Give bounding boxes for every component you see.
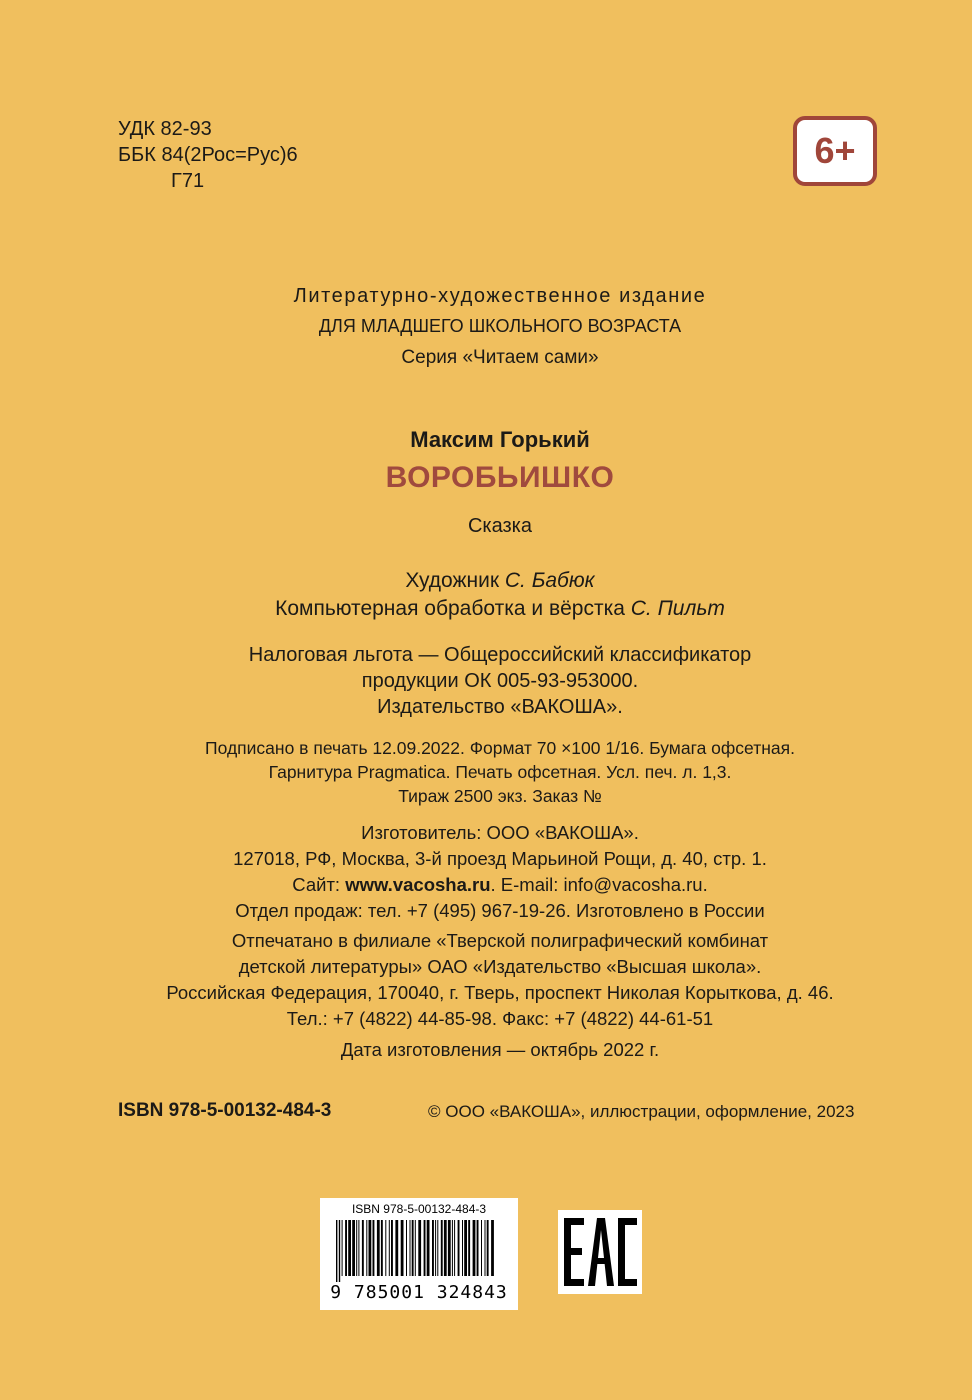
print-details-block [60,736,940,808]
copyright-notice: © ООО «ВАКОША», иллюстрации, оформление, 2023 [428,1102,855,1121]
printer-line: Отпечатано в филиале «Тверской полиграфический комбинат [231,930,769,951]
barcode-label: ISBN 978-5-00132-484-3 [351,1202,487,1216]
barcode-digits: 9 785001 324843 [330,1282,508,1303]
credits-block [60,567,940,623]
printer-line: Тел.: +7 (4822) 44-85-98. Факс: +7 (4822) 44-61-51 [286,1008,714,1029]
production-date: Дата изготовления — октябрь 2022 г. [340,1039,660,1060]
age-rating-label: 6+ [814,130,856,171]
eac-mark [558,1210,642,1294]
book-title: ВОРОБЬИШКО [385,461,615,494]
book-genre: Сказка [467,515,532,537]
barcode-bars [334,1220,504,1282]
illustrator-name: С. Бабюк [504,569,595,592]
eac-icon [558,1210,642,1294]
bbk-code: ББК 84(2Рос=Рус)6 [118,144,298,166]
manufacturer-block [60,820,940,924]
isbn-barcode [320,1198,518,1310]
author-mark: Г71 [171,170,205,192]
layout-name: С. Пильт [630,597,725,620]
site-label: Сайт: [292,874,346,895]
tax-block [60,642,940,720]
edition-kind: Литературно-художественное издание [293,285,707,307]
edition-audience: ДЛЯ МЛАДШЕГО ШКОЛЬНОГО ВОЗРАСТА [318,316,682,336]
printer-block [60,928,940,1032]
print-line: Гарнитура Pragmatica. Печать офсетная. Усл. печ. л. 1,3. [268,762,732,782]
illustrator-credit [60,567,940,595]
tax-line: Издательство «ВАКОША». [377,696,623,718]
classification-block [118,116,298,194]
edition-series: Серия «Читаем сами» [401,347,599,368]
print-line: Подписано в печать 12.09.2022. Формат 70 ×100 1/16. Бумага офсетная. [205,738,795,758]
printer-line: детской литературы» ОАО «Издательство «Высшая школа». [238,956,762,977]
tax-line: Налоговая льгота — Общероссийский классификатор [248,644,752,666]
sales-department: Отдел продаж: тел. +7 (495) 967-19-26. Изготовлено в России [235,900,765,921]
manufacturer-name: Изготовитель: ООО «ВАКОША». [361,822,639,843]
printer-line: Российская Федерация, 170040, г. Тверь, проспект Николая Корыткова, д. 46. [166,982,834,1003]
manufacturer-address: 127018, РФ, Москва, 3-й проезд Марьиной Рощи, д. 40, стр. 1. [233,848,767,869]
print-line: Тираж 2500 экз. Заказ № [398,786,602,806]
layout-role: Компьютерная обработка и вёрстка [275,597,631,620]
book-author: Максим Горький [410,427,590,452]
udk-code: УДК 82-93 [118,118,212,140]
layout-credit [60,595,940,623]
site-link[interactable]: www.vacosha.ru [345,874,491,895]
tax-line: продукции ОК 005-93-953000. [361,670,639,692]
illustrator-role: Художник [405,569,505,592]
isbn-number: ISBN 978-5-00132-484-3 [118,1100,332,1121]
email-text: . E-mail: info@vacosha.ru. [490,874,708,895]
manufacturer-contacts [60,872,940,898]
age-rating-badge [793,116,877,186]
